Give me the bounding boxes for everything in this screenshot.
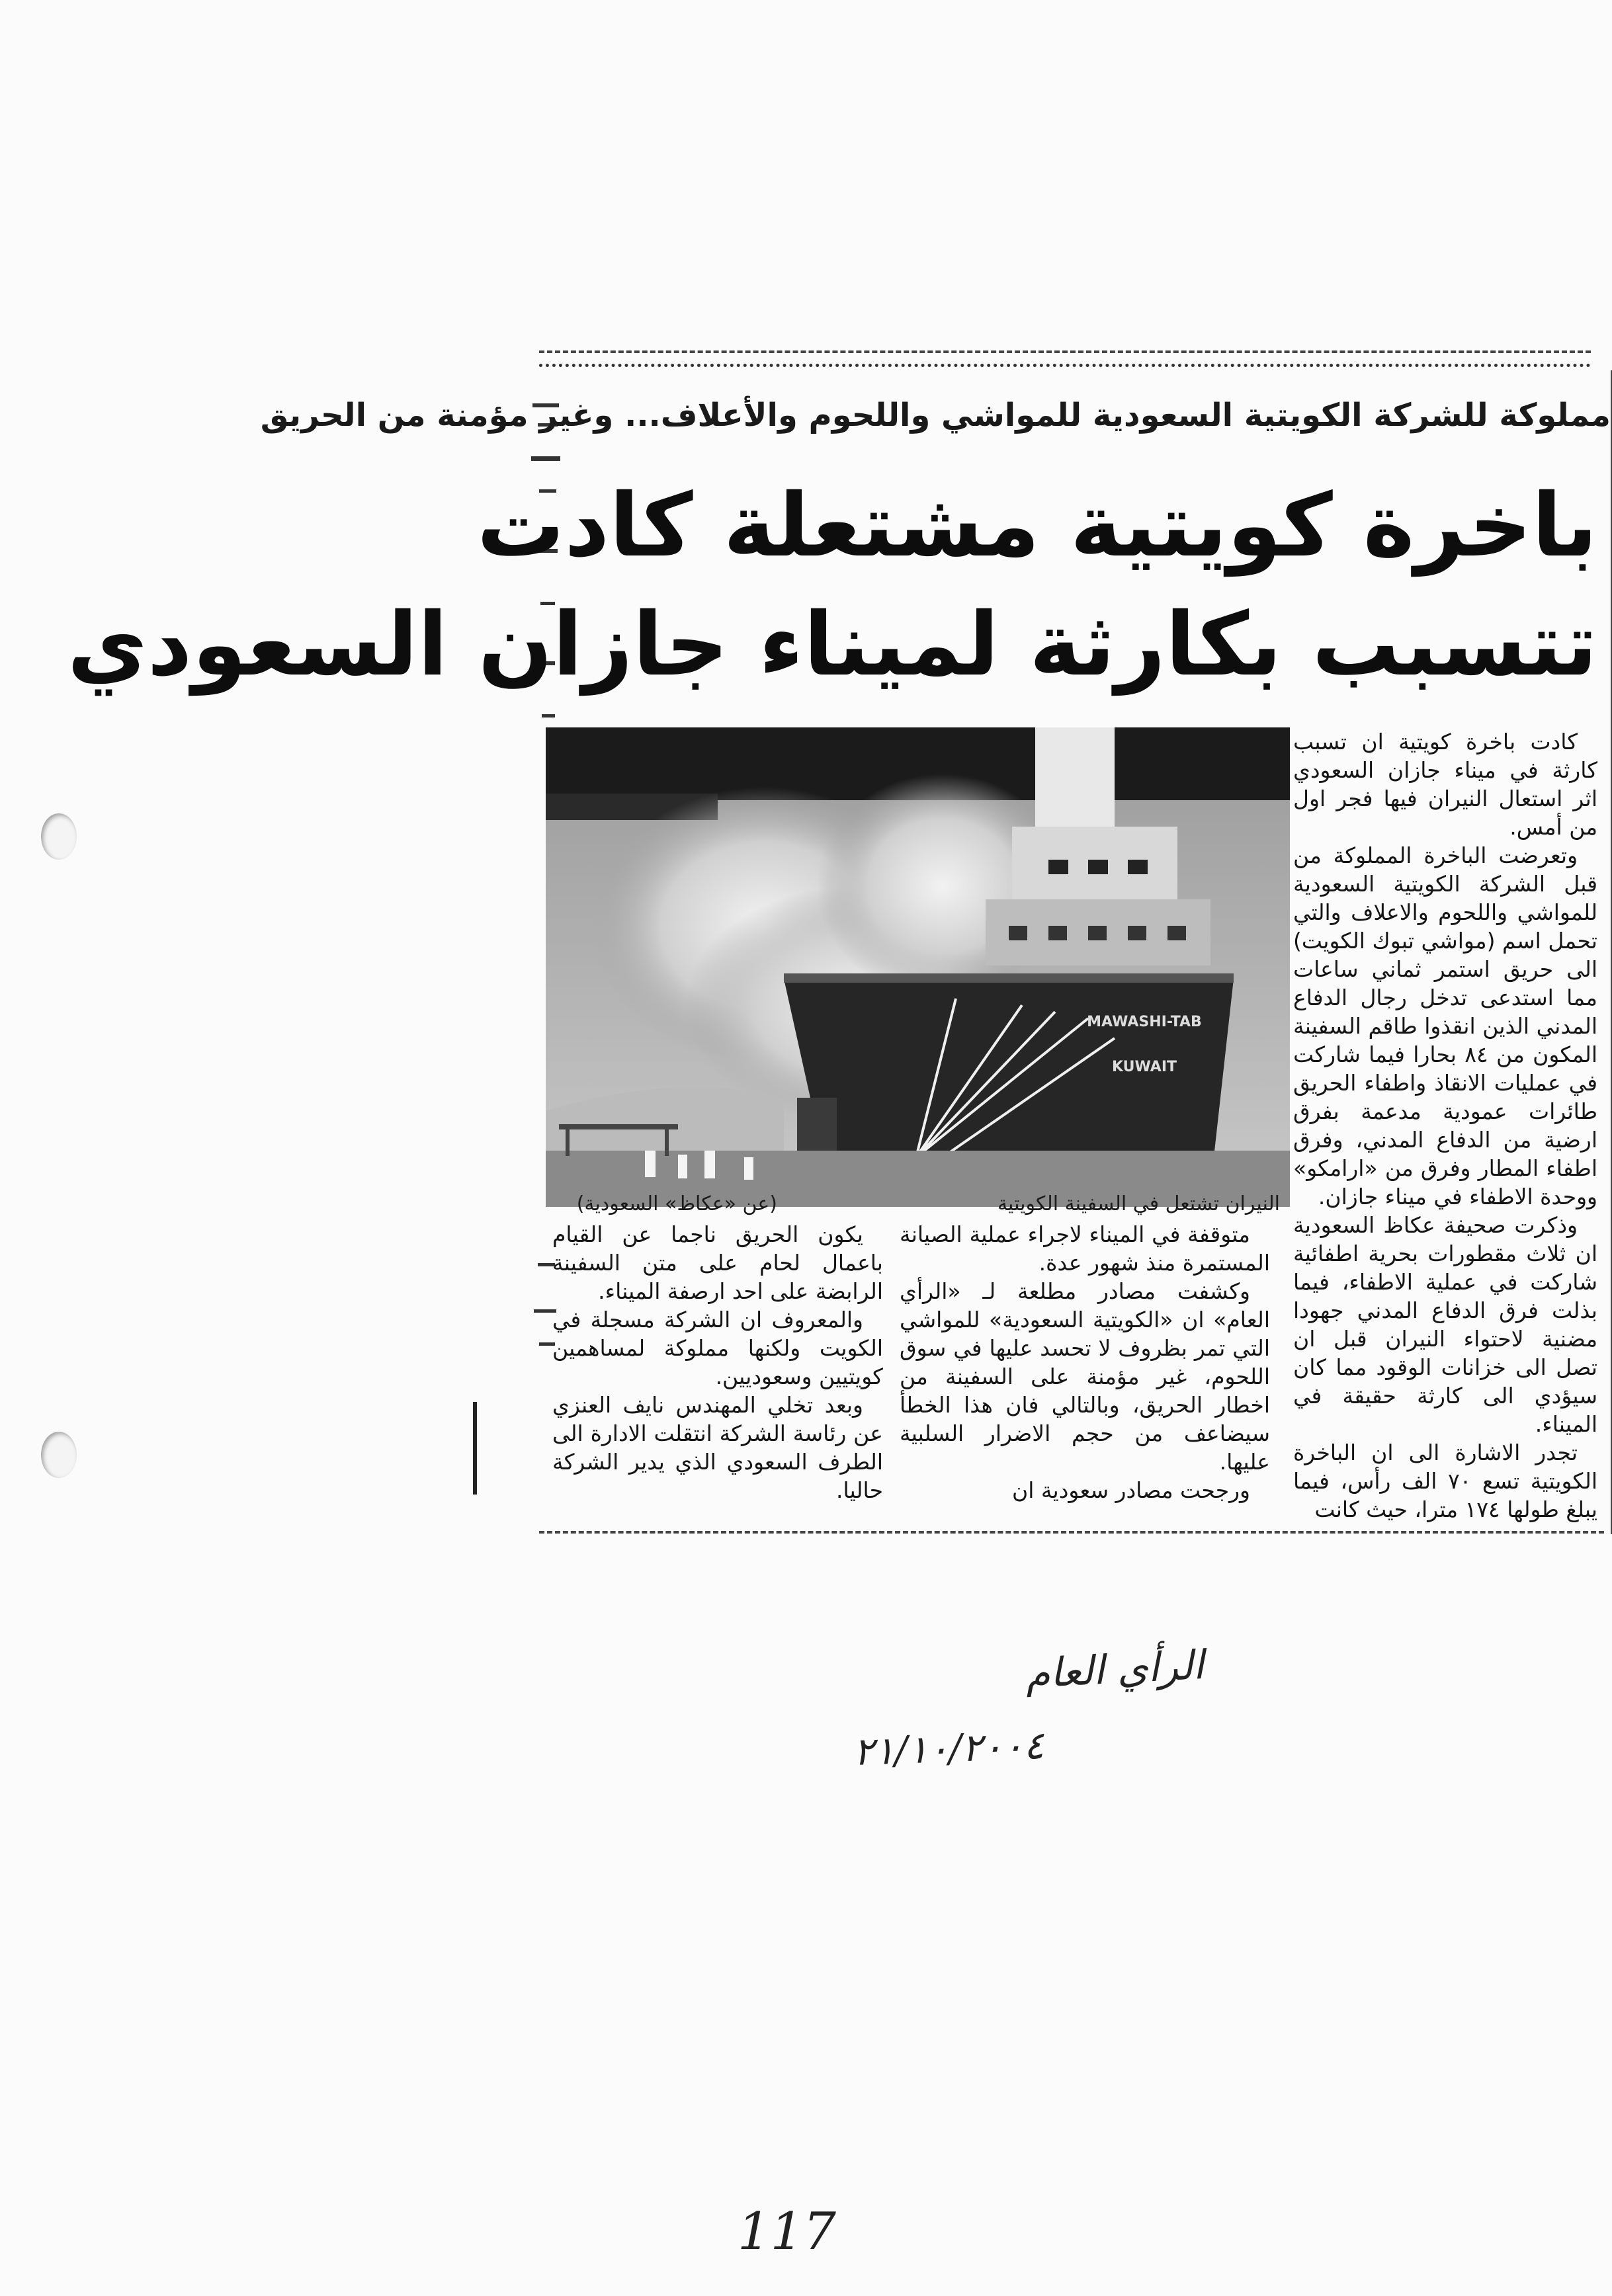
- paragraph: وبعد تخلي المهندس نايف العنزي عن رئاسة الشركة انتقلت الادارة الى الطرف السعودي الذي يدير الشركة حاليا.: [552, 1392, 883, 1503]
- article-column-left: [552, 1220, 883, 1504]
- bottom-border-rule: [539, 1531, 1604, 1534]
- paragraph: متوقفة في الميناء لاجراء عملية الصيانة المستمرة منذ شهور عدة.: [900, 1221, 1270, 1276]
- headline-line-2: تتسبب بكارثة لميناء جازان السعودي: [67, 594, 1597, 696]
- paragraph: تجدر الاشارة الى ان الباخرة الكويتية تسع ٧٠ الف رأس، فيما يبلغ طولها ١٧٤ مترا، حيث كانت: [1293, 1440, 1597, 1522]
- punch-hole-bottom: [41, 1432, 77, 1478]
- handwritten-source: الرأي العام: [1024, 1641, 1205, 1698]
- paragraph: يكون الحريق ناجما عن القيام باعمال لحام على متن السفينة الرابضة على احد ارصفة الميناء.: [552, 1221, 883, 1304]
- top-border-rule: [539, 350, 1591, 353]
- handwritten-date: ٢١/١٠/٢٠٠٤: [852, 1722, 1045, 1775]
- headline-line-1: باخرة كويتية مشتعلة كادت: [476, 475, 1597, 577]
- article-kicker: مملوكة للشركة الكويتية السعودية للمواشي واللحوم والأعلاف... وغير مؤمنة من الحريق: [260, 397, 1611, 434]
- photo-caption: النيران تشتعل في السفينة الكويتية: [997, 1192, 1280, 1215]
- paragraph: ورجحت مصادر سعودية ان: [1011, 1477, 1250, 1503]
- paragraph: كادت باخرة كويتية ان تسبب كارثة في ميناء جازان السعودي اثر استعال النيران فيها فجر اول من أمس.: [1293, 729, 1597, 840]
- paragraph: وذكرت صحيفة عكاظ السعودية ان ثلاث مقطورات بحرية اطفائية شاركت في عملية الاطفاء، فيما بذلت فرق الدفاع المدني جهودا مضنية لاحتواء النيران قبل ان تصل الى خزانات الوقود مما كان سيؤدي الى كارثة حقيقة في الميناء.: [1293, 1212, 1597, 1437]
- photo-credit: (عن «عكاظ» السعودية): [576, 1192, 777, 1215]
- paragraph: وكشفت مصادر مطلعة لـ «الرأي العام» ان «الكويتية السعودية» للمواشي التي تمر بظروف لا تحسد عليها في سوق اللحوم، غير مؤمنة على السفينة من اخطار الحريق، وبالتالي فان هذا الخطأ سيضاعف من حجم الاضرار السلبية عليها.: [900, 1278, 1270, 1475]
- paragraph: وتعرضت الباخرة المملوكة من قبل الشركة الكويتية السعودية للمواشي واللحوم والاعلاف والتي تحمل اسم (مواشي تبوك الكويت) الى حريق استمر ثماني ساعات مما استدعى تدخل رجال الدفاع المدني الذين انقذوا طاقم السفينة المكون من ٨٤ بحارا فيما شاركت في عمليات الانقاذ واطفاء الحريق طائرات عمودية مدعمة بفرق ارضية من الدفاع المدني، وفرق اطفاء المطار وفرق من «ارامكو» ووحدة الاطفاء في ميناء جازان.: [1293, 842, 1597, 1210]
- hull-port-name: KUWAIT: [1111, 1059, 1177, 1075]
- article-column-middle: [900, 1220, 1270, 1504]
- ship-fire-photo: [546, 727, 1290, 1207]
- column-divider-marker: [473, 1402, 477, 1495]
- hull-ship-name: MAWASHI-TAB: [1087, 1014, 1202, 1030]
- paragraph: والمعروف ان الشركة مسجلة في الكويت ولكنها مملوكة لمساهمين كويتيين وسعوديين.: [552, 1307, 883, 1389]
- top-border-rule-inner: [539, 364, 1591, 367]
- handwritten-page-number: 117: [738, 2202, 836, 2262]
- article-column-right: [1293, 727, 1597, 1524]
- newspaper-clipping: [67, 344, 1612, 1547]
- punch-hole-top: [41, 813, 77, 860]
